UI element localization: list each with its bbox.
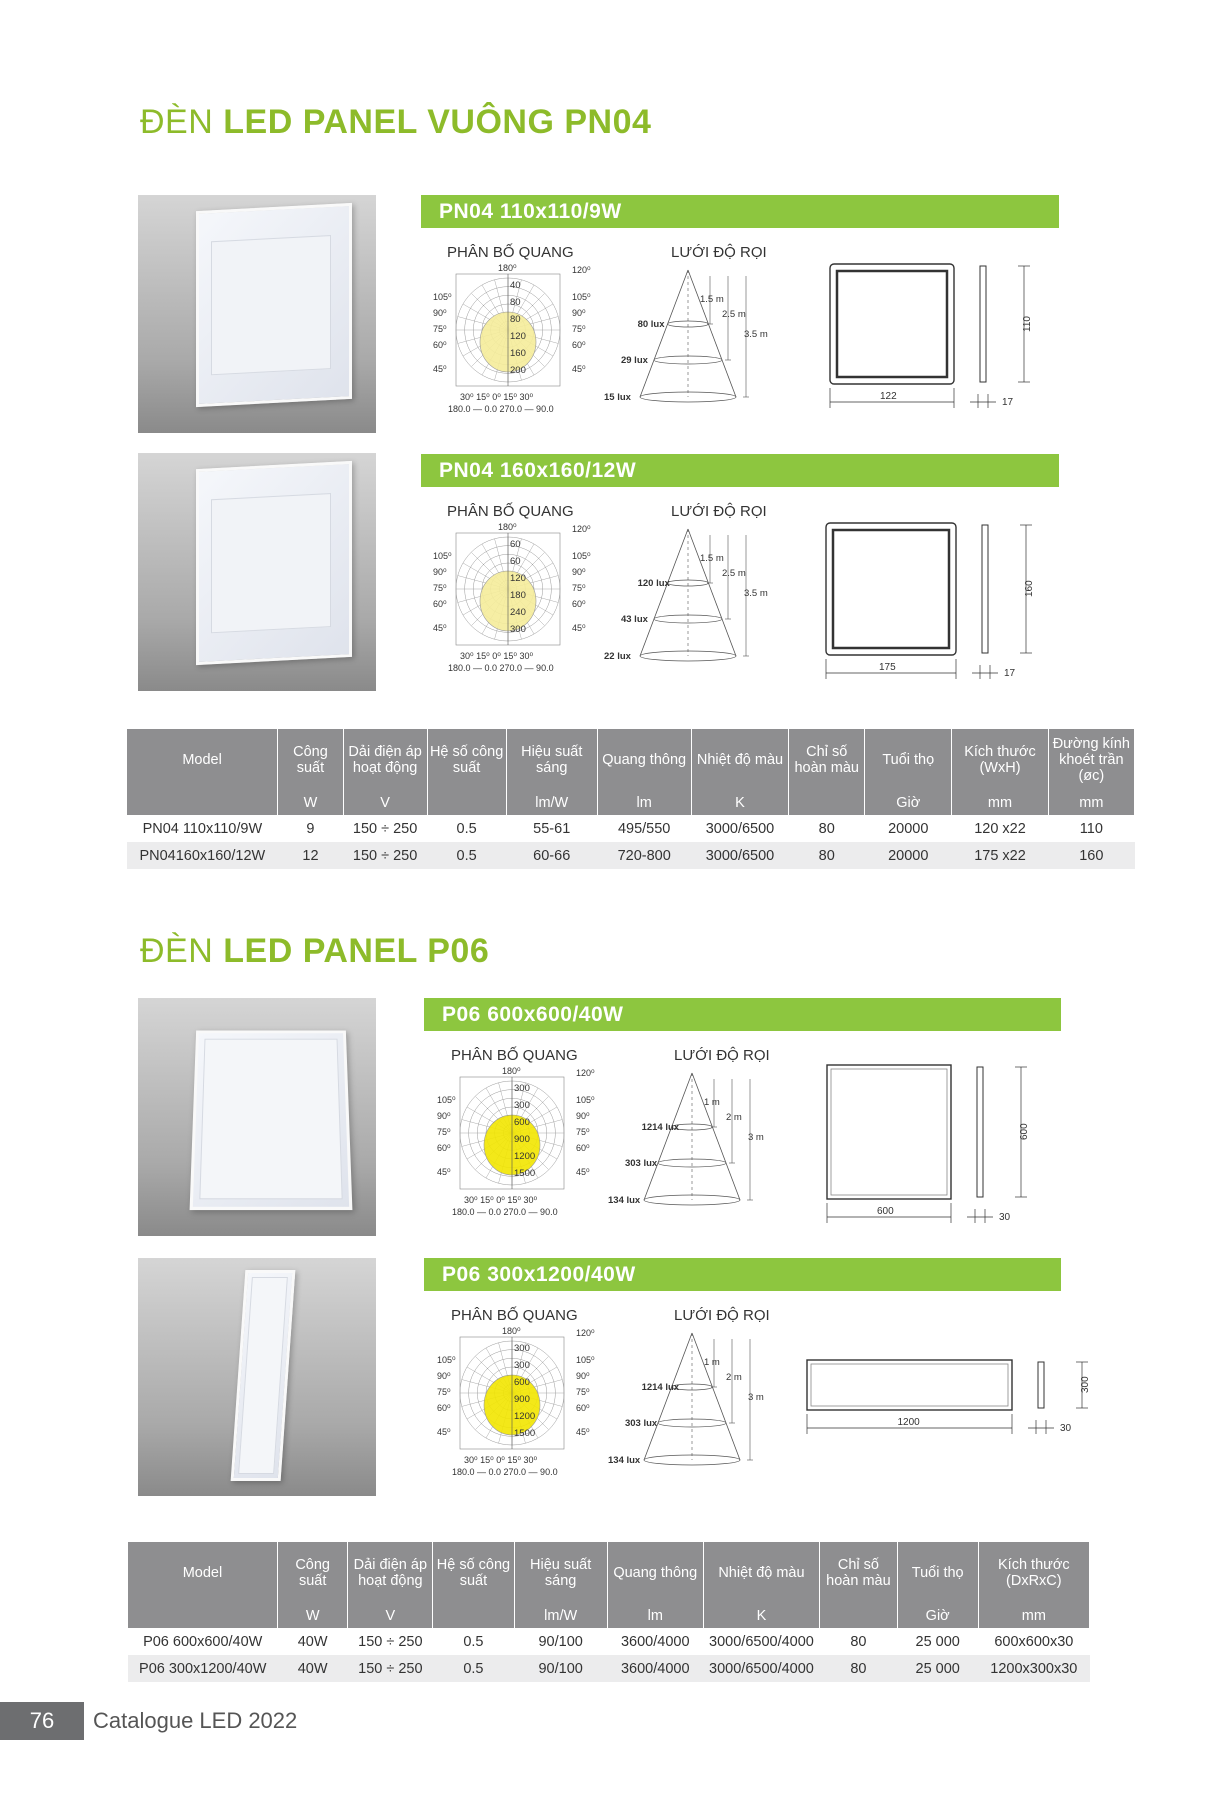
table-cell: 55-61: [506, 815, 597, 842]
table-cell: PN04160x160/12W: [127, 842, 278, 869]
illuminance-cone: [604, 529, 768, 662]
chart-text: 120 lux: [637, 578, 670, 589]
chart-text: 2 m: [726, 1112, 742, 1123]
table-header-cell: Nhiệt độ màu: [691, 729, 789, 791]
side-profile: [977, 1067, 983, 1197]
table-units-row: [128, 1604, 1090, 1628]
chart-text: 180: [510, 590, 526, 601]
chart-text: 300: [514, 1100, 530, 1111]
chart-text: 60: [510, 539, 521, 550]
panel-image: [196, 461, 352, 665]
product-photo-p06-300: [138, 1258, 376, 1496]
chart-text: 200: [510, 365, 526, 376]
table-header-cell: Hệ số công suất: [433, 1542, 514, 1604]
chart-text: 90⁰: [572, 567, 586, 577]
chart-text: 45⁰: [433, 623, 447, 633]
chart-text: 180.0 — 0.0 270.0 — 90.0: [452, 1467, 558, 1477]
chart-text: 75⁰: [572, 324, 586, 334]
chart-text: 1200: [514, 1151, 536, 1162]
chart-text: 175: [879, 662, 896, 673]
chart-text: 300: [514, 1083, 530, 1094]
table-unit-cell: W: [278, 791, 344, 815]
table-header-cell: Kích thước (DxRxC): [978, 1542, 1089, 1604]
chart-text: 600: [514, 1377, 530, 1388]
table-header-cell: Quang thông: [607, 1542, 703, 1604]
table-header-cell: Model: [127, 729, 278, 791]
table-unit-cell: [128, 1604, 277, 1628]
diagram-svg: [418, 521, 1068, 691]
table-header-cell: Chỉ số hoàn màu: [820, 1542, 898, 1604]
chart-text: 17: [1002, 397, 1014, 408]
chart-text: 2 m: [726, 1372, 742, 1383]
chart-block-p06-300: [422, 1325, 1091, 1490]
chart-text: 120⁰: [572, 524, 591, 534]
chart-text: 120⁰: [576, 1068, 595, 1078]
spec-table-p06: [128, 1542, 1090, 1682]
light-dist-label: PHÂN BỐ QUANG: [447, 503, 574, 520]
table-unit-cell: Giờ: [865, 791, 952, 815]
table-cell: 9: [278, 815, 344, 842]
product-bar-p06-300: P06 300x1200/40W: [424, 1258, 1061, 1291]
table-cell: 60-66: [506, 842, 597, 869]
chart-text: 80 lux: [637, 319, 665, 330]
chart-text: 105⁰: [576, 1355, 595, 1365]
table-header-cell: Công suất: [278, 729, 344, 791]
chart-text: 75⁰: [576, 1387, 590, 1397]
chart-text: 40: [510, 280, 521, 291]
chart-text: 1.5 m: [700, 294, 724, 305]
table-cell: 0.5: [427, 815, 506, 842]
chart-text: 60⁰: [433, 599, 447, 609]
chart-text: 105⁰: [437, 1355, 456, 1365]
table-cell: 150 ÷ 250: [343, 815, 427, 842]
table-cell: 3000/6500: [691, 842, 789, 869]
chart-text: 90⁰: [437, 1111, 451, 1121]
light-dist-label: PHÂN BỐ QUANG: [451, 1047, 578, 1064]
chart-text: 300: [514, 1360, 530, 1371]
table-cell: 40W: [277, 1628, 347, 1655]
table-cell: 40W: [277, 1655, 347, 1682]
cone-edge: [692, 1333, 740, 1460]
front-inner: [831, 1069, 947, 1195]
table-cell: 80: [789, 815, 865, 842]
diagram-svg: [418, 262, 1068, 432]
table-header-cell: Hiệu suất sáng: [514, 1542, 607, 1604]
chart-text: 105⁰: [576, 1095, 595, 1105]
chart-text: 45⁰: [433, 364, 447, 374]
product-photo-p06-600: [138, 998, 376, 1236]
table-header-cell: Công suất: [277, 1542, 347, 1604]
table-row: [128, 1628, 1090, 1655]
table-cell: 20000: [865, 842, 952, 869]
table-cell: 90/100: [514, 1628, 607, 1655]
chart-text: 1 m: [704, 1097, 720, 1108]
table-unit-cell: [789, 791, 865, 815]
table-cell: 150 ÷ 250: [343, 842, 427, 869]
chart-text: 45⁰: [572, 364, 586, 374]
table-cell: P06 600x600/40W: [128, 1628, 277, 1655]
table-cell: 20000: [865, 815, 952, 842]
section1-title-bold: LED PANEL VUÔNG PN04: [223, 103, 652, 141]
chart-block-pn04-160: [418, 521, 1068, 686]
polar-diagram: [437, 1066, 595, 1217]
spec-table-pn04: [127, 729, 1135, 869]
chart-text: 75⁰: [433, 583, 447, 593]
table-header-row: [127, 729, 1135, 791]
front-inner: [811, 1364, 1008, 1406]
illuminance-cone: [608, 1073, 764, 1206]
table-cell: 110: [1048, 815, 1134, 842]
chart-text: 180.0 — 0.0 270.0 — 90.0: [452, 1207, 558, 1217]
dimension-drawing: [827, 1065, 1030, 1223]
chart-text: 1200: [897, 1417, 920, 1428]
chart-text: 90⁰: [576, 1111, 590, 1121]
chart-text: 180.0 — 0.0 270.0 — 90.0: [448, 663, 554, 673]
chart-text: 15 lux: [604, 392, 631, 403]
cone-edge: [692, 1073, 740, 1200]
chart-text: 160: [1024, 580, 1035, 597]
chart-text: 600: [1019, 1123, 1030, 1140]
dimension-drawing: [830, 264, 1033, 408]
table-unit-cell: lm: [607, 1604, 703, 1628]
table-unit-cell: [427, 791, 506, 815]
section1-title: [140, 103, 651, 142]
chart-text: 3.5 m: [744, 588, 768, 599]
chart-text: 1500: [514, 1168, 536, 1179]
chart-text: 60⁰: [576, 1403, 590, 1413]
chart-text: 600: [877, 1206, 894, 1217]
section2-title: [140, 932, 489, 971]
table-row: [128, 1655, 1090, 1682]
side-profile: [980, 266, 986, 382]
chart-text: 75⁰: [437, 1127, 451, 1137]
table-header-cell: Dải điện áp hoạt động: [348, 1542, 433, 1604]
side-profile: [982, 525, 988, 653]
table-header-cell: Nhiệt độ màu: [703, 1542, 819, 1604]
chart-text: 105⁰: [572, 292, 591, 302]
cone-edge: [637, 529, 688, 656]
table-header-cell: Kích thước (WxH): [952, 729, 1048, 791]
chart-text: 45⁰: [437, 1167, 451, 1177]
table-unit-cell: K: [691, 791, 789, 815]
table-cell: 175 x22: [952, 842, 1048, 869]
page-number: 76: [0, 1702, 84, 1740]
chart-text: 120: [510, 573, 526, 584]
table-header-cell: Quang thông: [597, 729, 691, 791]
table-cell: 3000/6500/4000: [703, 1628, 819, 1655]
table-unit-cell: V: [348, 1604, 433, 1628]
chart-text: 60⁰: [433, 340, 447, 350]
chart-text: 3.5 m: [744, 329, 768, 340]
chart-text: 2.5 m: [722, 309, 746, 320]
dimension-drawing: [807, 1360, 1091, 1434]
light-dist-label: PHÂN BỐ QUANG: [451, 1307, 578, 1324]
table-cell: 25 000: [897, 1655, 978, 1682]
chart-text: 45⁰: [572, 623, 586, 633]
side-profile: [1038, 1362, 1044, 1408]
dimension-drawing: [826, 523, 1035, 679]
chart-text: 180⁰: [498, 522, 517, 532]
chart-text: 180⁰: [502, 1326, 521, 1336]
chart-text: 75⁰: [437, 1387, 451, 1397]
table-cell: 0.5: [427, 842, 506, 869]
chart-text: 240: [510, 607, 526, 618]
table-header-cell: Model: [128, 1542, 277, 1604]
light-dist-label: PHÂN BỐ QUANG: [447, 244, 574, 261]
grid-label: LƯỚI ĐỘ RỌI: [671, 244, 767, 261]
chart-text: 900: [514, 1394, 530, 1405]
table-unit-cell: mm: [952, 791, 1048, 815]
table-unit-cell: [433, 1604, 514, 1628]
table-header-cell: Hiệu suất sáng: [506, 729, 597, 791]
table-unit-cell: [820, 1604, 898, 1628]
chart-text: 30⁰ 15⁰ 0⁰ 15⁰ 30⁰: [464, 1195, 538, 1205]
table-cell: 0.5: [433, 1655, 514, 1682]
chart-text: 1200: [514, 1411, 536, 1422]
chart-text: 3 m: [748, 1392, 764, 1403]
chart-text: 300: [1080, 1376, 1091, 1393]
table-cell: 12: [278, 842, 344, 869]
table-unit-cell: Giờ: [897, 1604, 978, 1628]
table-header-row: [128, 1542, 1090, 1604]
chart-text: 29 lux: [620, 355, 648, 366]
chart-text: 120⁰: [572, 265, 591, 275]
cone-edge: [637, 270, 688, 397]
section1-title-light: ĐÈN: [140, 103, 214, 141]
chart-text: 105⁰: [572, 551, 591, 561]
table-cell: 120 x22: [952, 815, 1048, 842]
table-cell: 150 ÷ 250: [348, 1628, 433, 1655]
table-cell: 600x600x30: [978, 1628, 1089, 1655]
table-header-cell: Hệ số công suất: [427, 729, 506, 791]
chart-text: 60⁰: [576, 1143, 590, 1153]
chart-text: 60: [510, 556, 521, 567]
table-cell: 0.5: [433, 1628, 514, 1655]
table-header-cell: Tuổi thọ: [897, 1542, 978, 1604]
chart-text: 105⁰: [433, 292, 452, 302]
table-cell: 25 000: [897, 1628, 978, 1655]
chart-text: 300: [510, 624, 526, 635]
chart-text: 3 m: [748, 1132, 764, 1143]
chart-text: 30⁰ 15⁰ 0⁰ 15⁰ 30⁰: [464, 1455, 538, 1465]
chart-text: 105⁰: [433, 551, 452, 561]
chart-text: 1 m: [704, 1357, 720, 1368]
table-unit-cell: mm: [1048, 791, 1134, 815]
chart-text: 60⁰: [437, 1143, 451, 1153]
chart-text: 90⁰: [433, 308, 447, 318]
chart-text: 1214 lux: [641, 1122, 680, 1133]
chart-text: 22 lux: [604, 651, 631, 662]
table-cell: 3600/4000: [607, 1628, 703, 1655]
illuminance-cone: [608, 1333, 764, 1466]
chart-text: 45⁰: [576, 1427, 590, 1437]
chart-text: 303 lux: [624, 1158, 658, 1169]
polar-diagram: [433, 522, 591, 673]
product-photo-pn04-110: [138, 195, 376, 433]
chart-text: 180.0 — 0.0 270.0 — 90.0: [448, 404, 554, 414]
table-unit-cell: K: [703, 1604, 819, 1628]
chart-text: 30⁰ 15⁰ 0⁰ 15⁰ 30⁰: [460, 651, 534, 661]
diagram-svg: [422, 1065, 1072, 1235]
table-cell: 160: [1048, 842, 1134, 869]
table-units-row: [127, 791, 1135, 815]
table-header-cell: Dải điện áp hoạt động: [343, 729, 427, 791]
illuminance-cone: [604, 270, 768, 403]
diagram-svg: [422, 1325, 1091, 1495]
product-photo-pn04-160: [138, 453, 376, 691]
chart-text: 134 lux: [608, 1195, 641, 1206]
chart-text: 300: [514, 1343, 530, 1354]
table-unit-cell: lm: [597, 791, 691, 815]
section2-title-light: ĐÈN: [140, 932, 214, 970]
table-header-cell: Chỉ số hoàn màu: [789, 729, 865, 791]
chart-text: 1214 lux: [641, 1382, 680, 1393]
table-cell: 720-800: [597, 842, 691, 869]
chart-text: 120⁰: [576, 1328, 595, 1338]
chart-text: 2.5 m: [722, 568, 746, 579]
chart-text: 122: [880, 391, 897, 402]
polar-diagram: [433, 263, 591, 414]
grid-label: LƯỚI ĐỘ RỌI: [671, 503, 767, 520]
product-bar-pn04-110: PN04 110x110/9W: [421, 195, 1059, 228]
table-cell: P06 300x1200/40W: [128, 1655, 277, 1682]
chart-text: 60⁰: [572, 599, 586, 609]
table-cell: 3600/4000: [607, 1655, 703, 1682]
chart-text: 30: [1060, 1423, 1072, 1434]
table-unit-cell: lm/W: [506, 791, 597, 815]
chart-text: 160: [510, 348, 526, 359]
table-unit-cell: W: [277, 1604, 347, 1628]
cone-edge: [688, 529, 736, 656]
panel-image: [190, 1030, 353, 1210]
chart-text: 80: [510, 297, 521, 308]
chart-text: 75⁰: [572, 583, 586, 593]
table-row: [127, 842, 1135, 869]
table-unit-cell: mm: [978, 1604, 1089, 1628]
chart-text: 30: [999, 1212, 1011, 1223]
table-cell: 150 ÷ 250: [348, 1655, 433, 1682]
table-header-cell: Đường kính khoét trần (øc): [1048, 729, 1134, 791]
front-inner: [833, 530, 949, 648]
chart-text: 105⁰: [437, 1095, 456, 1105]
chart-text: 134 lux: [608, 1455, 641, 1466]
chart-text: 110: [1022, 316, 1033, 332]
table-cell: 3000/6500: [691, 815, 789, 842]
chart-text: 60⁰: [572, 340, 586, 350]
front-inner: [837, 271, 947, 377]
table-cell: PN04 110x110/9W: [127, 815, 278, 842]
chart-text: 600: [514, 1117, 530, 1128]
grid-label: LƯỚI ĐỘ RỌI: [674, 1047, 770, 1064]
panel-image: [231, 1270, 296, 1481]
chart-block-p06-600: [422, 1065, 1072, 1230]
product-bar-pn04-160: PN04 160x160/12W: [421, 454, 1059, 487]
table-cell: 80: [789, 842, 865, 869]
polar-diagram: [437, 1326, 595, 1477]
table-cell: 495/550: [597, 815, 691, 842]
chart-text: 90⁰: [433, 567, 447, 577]
chart-block-pn04-110: [418, 262, 1068, 422]
table-row: [127, 815, 1135, 842]
chart-text: 900: [514, 1134, 530, 1145]
chart-text: 60⁰: [437, 1403, 451, 1413]
chart-text: 303 lux: [624, 1418, 658, 1429]
chart-text: 180⁰: [498, 263, 517, 273]
chart-text: 80: [510, 314, 521, 325]
section2-title-bold: LED PANEL P06: [223, 932, 490, 970]
table-cell: 3000/6500/4000: [703, 1655, 819, 1682]
grid-label: LƯỚI ĐỘ RỌI: [674, 1307, 770, 1324]
table-unit-cell: lm/W: [514, 1604, 607, 1628]
table-cell: 80: [820, 1628, 898, 1655]
table-cell: 80: [820, 1655, 898, 1682]
cone-edge: [688, 270, 736, 397]
chart-text: 30⁰ 15⁰ 0⁰ 15⁰ 30⁰: [460, 392, 534, 402]
product-bar-p06-600: P06 600x600/40W: [424, 998, 1061, 1031]
footer-catalogue-title: Catalogue LED 2022: [93, 1708, 298, 1733]
panel-image: [196, 203, 352, 407]
chart-text: 1.5 m: [700, 553, 724, 564]
table-cell: 1200x300x30: [978, 1655, 1089, 1682]
chart-text: 1500: [514, 1428, 536, 1439]
chart-text: 17: [1004, 668, 1016, 679]
chart-text: 75⁰: [576, 1127, 590, 1137]
chart-text: 90⁰: [572, 308, 586, 318]
chart-text: 90⁰: [437, 1371, 451, 1381]
chart-text: 43 lux: [620, 614, 648, 625]
chart-text: 45⁰: [437, 1427, 451, 1437]
chart-text: 90⁰: [576, 1371, 590, 1381]
table-unit-cell: V: [343, 791, 427, 815]
table-unit-cell: [127, 791, 278, 815]
chart-text: 45⁰: [576, 1167, 590, 1177]
chart-text: 180⁰: [502, 1066, 521, 1076]
chart-text: 120: [510, 331, 526, 342]
table-cell: 90/100: [514, 1655, 607, 1682]
table-header-cell: Tuổi thọ: [865, 729, 952, 791]
chart-text: 75⁰: [433, 324, 447, 334]
